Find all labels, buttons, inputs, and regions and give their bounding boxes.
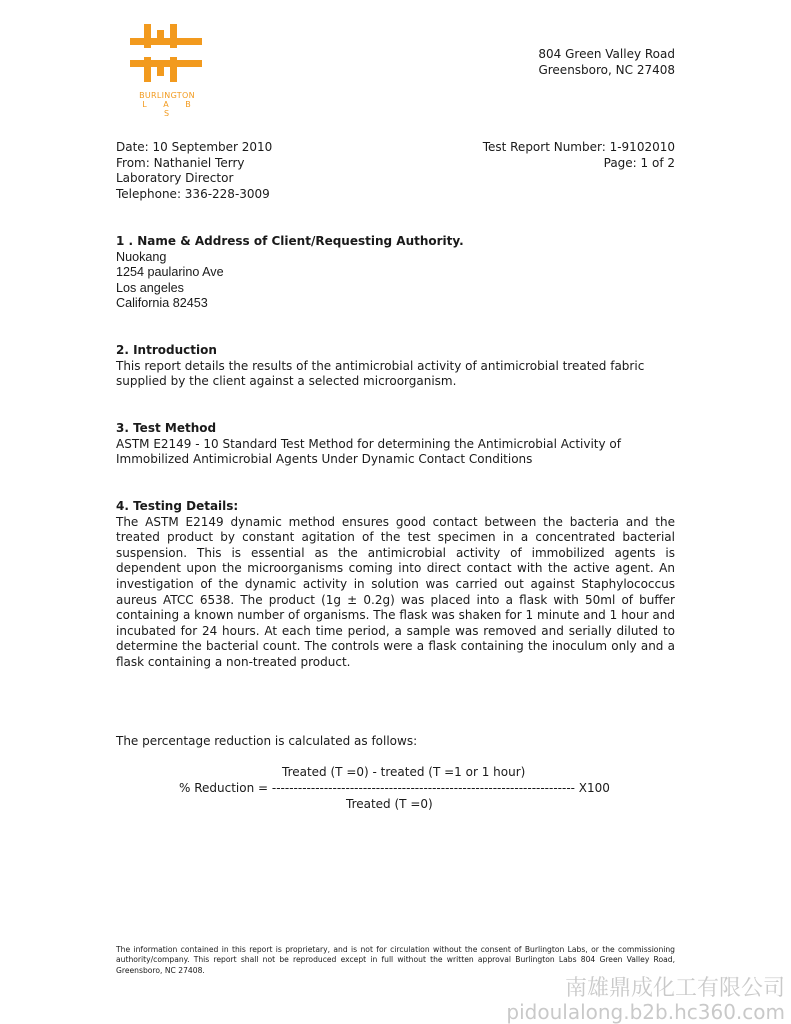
page-number: Page: 1 of 2 xyxy=(603,155,675,170)
burlington-labs-logo-icon xyxy=(126,20,208,86)
formula-numerator: Treated (T =0) - treated (T =1 or 1 hour) xyxy=(282,765,526,779)
section-test-method xyxy=(116,421,675,468)
report-date: Date: 10 September 2010 xyxy=(116,140,273,154)
section-testing-details xyxy=(116,499,675,671)
section-test-method-text: ASTM E2149 - 10 Standard Test Method for determining the Antimicrobial Activity of Immobilized Antimicrobial Agents Under Dynamic Contact Conditions xyxy=(116,436,621,467)
client-name: Nuokang xyxy=(116,249,167,264)
section-testing-details-text: The ASTM E2149 dynamic method ensures good contact between the bacteria and the treated product by constant agitation of the test specimen in a concentrated bacterial suspension. This is essential as the antimicrobial activity of immobilized agents is dependent upon the microorganisms coming into direct contact with the active agent. An investigation of the dynamic activity in solution was carried out against Staphylococcus aureus ATCC 6538. The product (1g ± 0.2g) was placed into a flask with 50ml of buffer containing a known number of organisms. The flask was shaken for 1 minute and 1 hour and incubated for 24 hours. At each time period, a sample was removed and serially diluted to determine the bacterial count. The controls were a flask containing the inoculum only and a flask containing a non-treated product. xyxy=(116,514,675,669)
section-introduction-heading: 2. Introduction xyxy=(116,343,217,357)
company-logo xyxy=(126,20,208,118)
watermark-company: 南雄鼎成化工有限公司 xyxy=(564,976,785,1001)
section-testing-details-heading: 4. Testing Details: xyxy=(116,499,239,513)
logo-wordmark: BURLINGTON xyxy=(139,90,195,100)
watermark-url: pidoulalong.b2b.hc360.com xyxy=(506,1000,785,1024)
section-introduction-text: This report details the results of the antimicrobial activity of antimicrobial treated fabric supplied by the client against a selected microorganism. xyxy=(116,358,645,389)
formula-line: % Reduction = ---------------------------------------------------------------------- X100 xyxy=(179,781,610,795)
client-state: California 82453 xyxy=(116,296,208,311)
client-city: Los angeles xyxy=(116,280,184,295)
section-test-method-heading: 3. Test Method xyxy=(116,421,217,435)
section-introduction xyxy=(116,343,675,390)
section-client-heading: 1 . Name & Address of Client/Requesting Authority. xyxy=(116,234,464,248)
report-header-left xyxy=(116,140,272,202)
client-street: 1254 paularino Ave xyxy=(116,265,224,280)
report-author-title: Laboratory Director xyxy=(116,171,234,186)
section-client xyxy=(116,234,464,312)
company-address-line2: Greensboro, NC 27408 xyxy=(538,62,675,77)
company-address xyxy=(538,47,675,78)
report-telephone: Telephone: 336-228-3009 xyxy=(116,186,270,201)
logo-subwordmark: L A B S xyxy=(142,99,198,118)
report-from: From: Nathaniel Terry xyxy=(116,155,245,170)
company-address-line1: 804 Green Valley Road xyxy=(538,47,675,61)
report-header-right xyxy=(483,140,675,171)
formula-intro: The percentage reduction is calculated as follows: xyxy=(116,734,418,748)
formula-denominator: Treated (T =0) xyxy=(346,797,433,811)
footer-disclaimer: The information contained in this report is proprietary, and is not for circulation without the consent of Burlington Labs, or the commissioning authority/company. This report shall not be reproduced except in full without the written approval Burlington Labs 804 Green Valley Road, Greensboro, NC 27408. xyxy=(116,945,675,975)
report-number: Test Report Number: 1-9102010 xyxy=(482,140,675,154)
